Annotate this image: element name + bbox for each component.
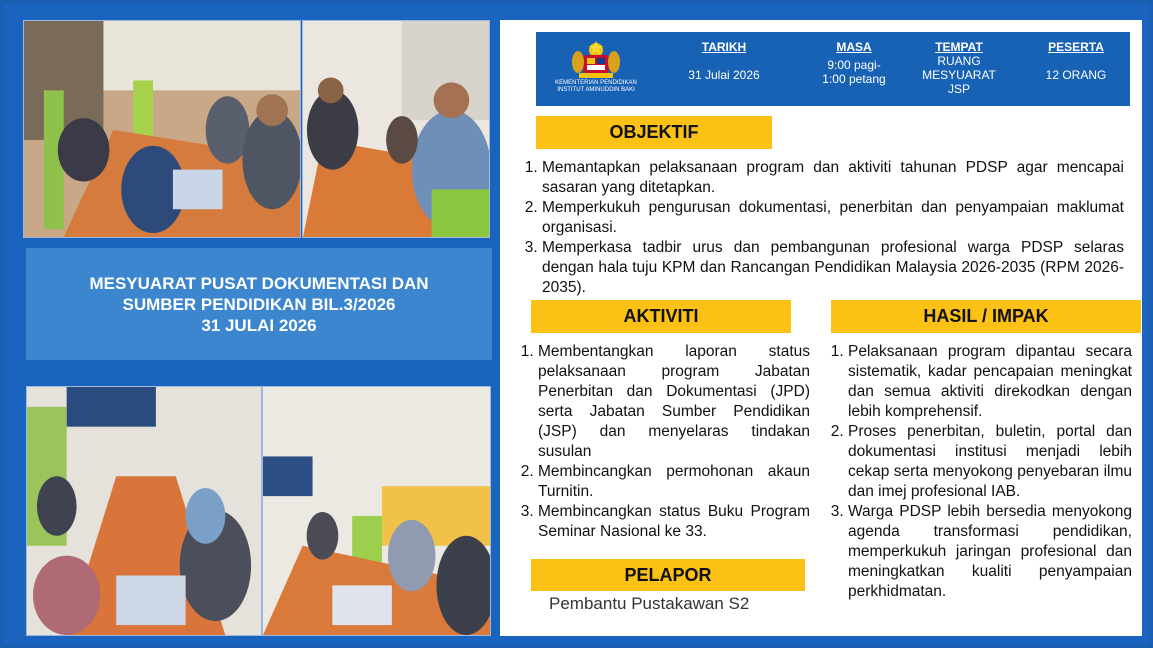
aktiviti-list bbox=[518, 342, 810, 542]
place-label: TEMPAT bbox=[935, 40, 983, 54]
date-value: 31 Julai 2026 bbox=[688, 68, 760, 82]
aktiviti-item: 1. Membentangkan laporan status pelaksanaan program Jabatan Penerbitan dan Dokumentasi (JPD) serta Jabatan Sumber Pendidikan (JSP) dan menyelaras tindakan susulan bbox=[538, 342, 810, 462]
date-column bbox=[676, 40, 772, 82]
hasil-heading: HASIL / IMPAK bbox=[831, 300, 1141, 333]
objektif-heading: OBJEKTIF bbox=[536, 116, 772, 149]
reporter-name: Pembantu Pustakawan S2 bbox=[549, 594, 750, 613]
title-line-3: 31 JULAI 2026 bbox=[201, 315, 317, 335]
ministry-logo bbox=[544, 36, 648, 104]
objektif-item: 3. Memperkasa tadbir urus dan pembangunan profesional warga PDSP selaras dengan hala tuju KPM dan Rancangan Pendidikan Malaysia 2026-2035 (RPM 2026-2035). bbox=[542, 238, 1124, 298]
title-line-2: SUMBER PENDIDIKAN BIL.3/2026 bbox=[122, 294, 396, 314]
meeting-photo-3 bbox=[26, 386, 262, 636]
hasil-item: 1. Pelaksanaan program dipantau secara sistematik, kadar pencapaian meningkat dan semua aktiviti direkodkan dengan lebih komprehensif. bbox=[848, 342, 1132, 422]
meeting-photo-4 bbox=[262, 386, 491, 636]
time-value-1: 9:00 pagi- bbox=[827, 58, 881, 72]
place-value-2: MESYUARAT bbox=[922, 68, 996, 82]
poster-title bbox=[26, 248, 492, 360]
poster-frame bbox=[4, 4, 1149, 644]
logo-line-1: KEMENTERIAN PENDIDIKAN bbox=[555, 80, 637, 86]
aktiviti-item: 2. Membincangkan permohonan akaun Turnitin. bbox=[538, 462, 810, 502]
meeting-photo-2 bbox=[302, 20, 490, 238]
objektif-list bbox=[522, 158, 1124, 298]
time-column bbox=[806, 40, 902, 86]
logo-line-2: INSTITUT AMINUDDIN BAKI bbox=[557, 87, 635, 93]
attendees-label: PESERTA bbox=[1048, 40, 1104, 54]
meeting-info-header bbox=[536, 32, 1130, 106]
content-panel bbox=[500, 20, 1142, 636]
attendees-column bbox=[1028, 40, 1124, 82]
hasil-item: 3. Warga PDSP lebih bersedia menyokong agenda transformasi pendidikan, memperkukuh jaringan profesional dan meningkatkan kualiti penyampaian perkhidmatan. bbox=[848, 502, 1132, 602]
hasil-list bbox=[828, 342, 1132, 602]
time-label: MASA bbox=[836, 40, 872, 54]
objektif-item: 1. Memantapkan pelaksanaan program dan aktiviti tahunan PDSP agar mencapai sasaran yang ditetapkan. bbox=[542, 158, 1124, 198]
objektif-item: 2. Memperkukuh pengurusan dokumentasi, penerbitan dan penyampaian maklumat organisasi. bbox=[542, 198, 1124, 238]
meeting-photo-1 bbox=[23, 20, 301, 238]
place-value-1: RUANG bbox=[937, 54, 981, 68]
aktiviti-item: 3. Membincangkan status Buku Program Seminar Nasional ke 33. bbox=[538, 502, 810, 542]
place-value-3: JSP bbox=[947, 82, 970, 96]
pelapor-heading: PELAPOR bbox=[531, 559, 805, 591]
hasil-item: 2. Proses penerbitan, buletin, portal dan dokumentasi institusi menjadi lebih cekap serta menyokong penyebaran ilmu dan imej profesional IAB. bbox=[848, 422, 1132, 502]
place-column bbox=[911, 40, 1007, 96]
aktiviti-heading: AKTIVITI bbox=[531, 300, 791, 333]
date-label: TARIKH bbox=[701, 40, 747, 54]
time-value-2: 1:00 petang bbox=[822, 72, 886, 86]
attendees-value: 12 ORANG bbox=[1045, 68, 1107, 82]
coat-of-arms-icon bbox=[569, 36, 623, 80]
title-line-1: MESYUARAT PUSAT DOKUMENTASI DAN bbox=[89, 273, 429, 293]
